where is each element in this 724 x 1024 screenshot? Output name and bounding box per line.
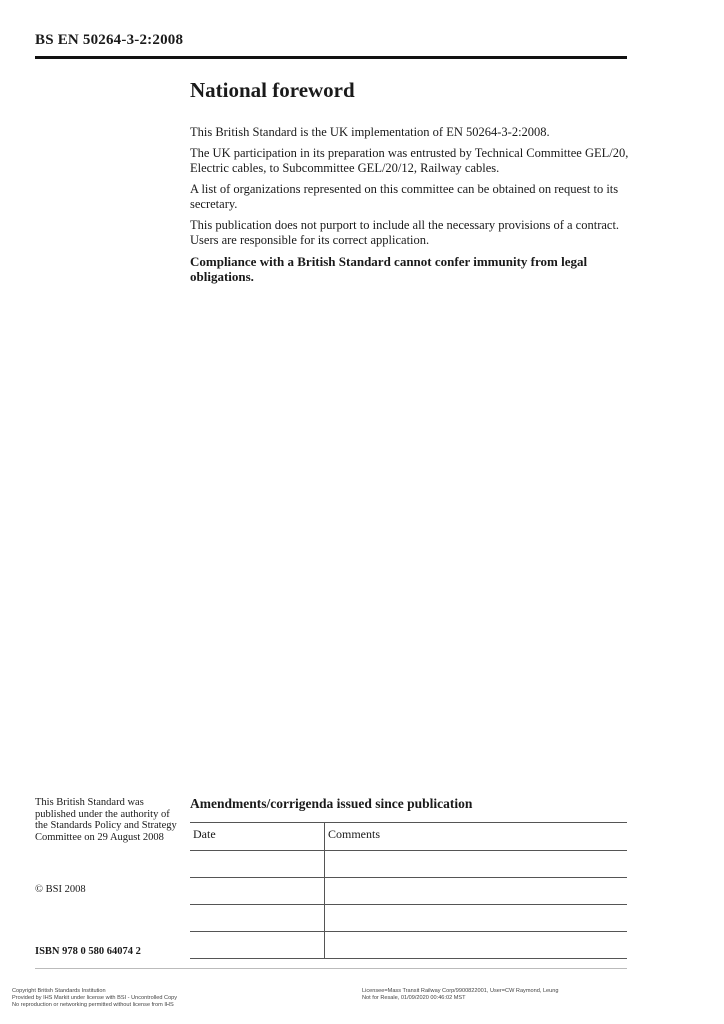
amendments-title: Amendments/corrigenda issued since publication [190,796,473,811]
footer-line: Not for Resale, 01/09/2020 00:46:02 MST [362,995,466,1001]
foreword-body [190,125,630,290]
table-row [190,905,627,932]
foreword-paragraph: A list of organizations represented on this committee can be obtained on request to its secretary. [190,182,619,211]
table-cell [190,905,325,932]
authority-note: This British Standard was published under the authority of the Standards Policy and Strategy Committee on 29 August 2008 [35,797,177,843]
footer-rule [35,968,627,969]
amendments-table [190,822,627,959]
footer-line: No reproduction or networking permitted without license from IHS [12,1002,174,1008]
table-cell [325,851,628,878]
page-title: National foreword [190,78,355,102]
column-header-date: Date [190,823,325,851]
foreword-paragraph: This publication does not purport to include all the necessary provisions of a contract. Users are responsible for its correct application. [190,218,620,247]
table-cell [325,905,628,932]
document-id: BS EN 50264-3-2:2008 [35,32,184,48]
table-header-row [190,823,627,851]
footer-line: Provided by IHS Markit under license with BSI - Uncontrolled Copy [12,995,178,1001]
footer-line: Copyright British Standards Institution [12,988,106,994]
foreword-paragraph: The UK participation in its preparation was entrusted by Technical Committee GEL/20, Electric cables, to Subcommittee GEL/20/12, Railway cables. [190,146,629,175]
table-row [190,878,627,905]
footer-license-left [12,988,177,1009]
isbn: ISBN 978 0 580 64074 2 [35,946,141,957]
table-cell [190,851,325,878]
footer-line: Licensee=Mass Transit Railway Corp/9900822001, User=CW Raymond, Leung [362,988,559,994]
table-row [190,851,627,878]
table-row [190,932,627,959]
legal-notice: Compliance with a British Standard cannot confer immunity from legal obligations. [190,254,588,284]
table-cell [190,932,325,959]
table-cell [325,878,628,905]
table-cell [325,932,628,959]
table-cell [190,878,325,905]
foreword-paragraph: This British Standard is the UK implementation of EN 50264-3-2:2008. [190,125,550,139]
column-header-comments: Comments [325,823,628,851]
copyright-notice: © BSI 2008 [35,884,86,895]
header-rule [35,56,627,59]
footer-license-right [362,988,559,1002]
